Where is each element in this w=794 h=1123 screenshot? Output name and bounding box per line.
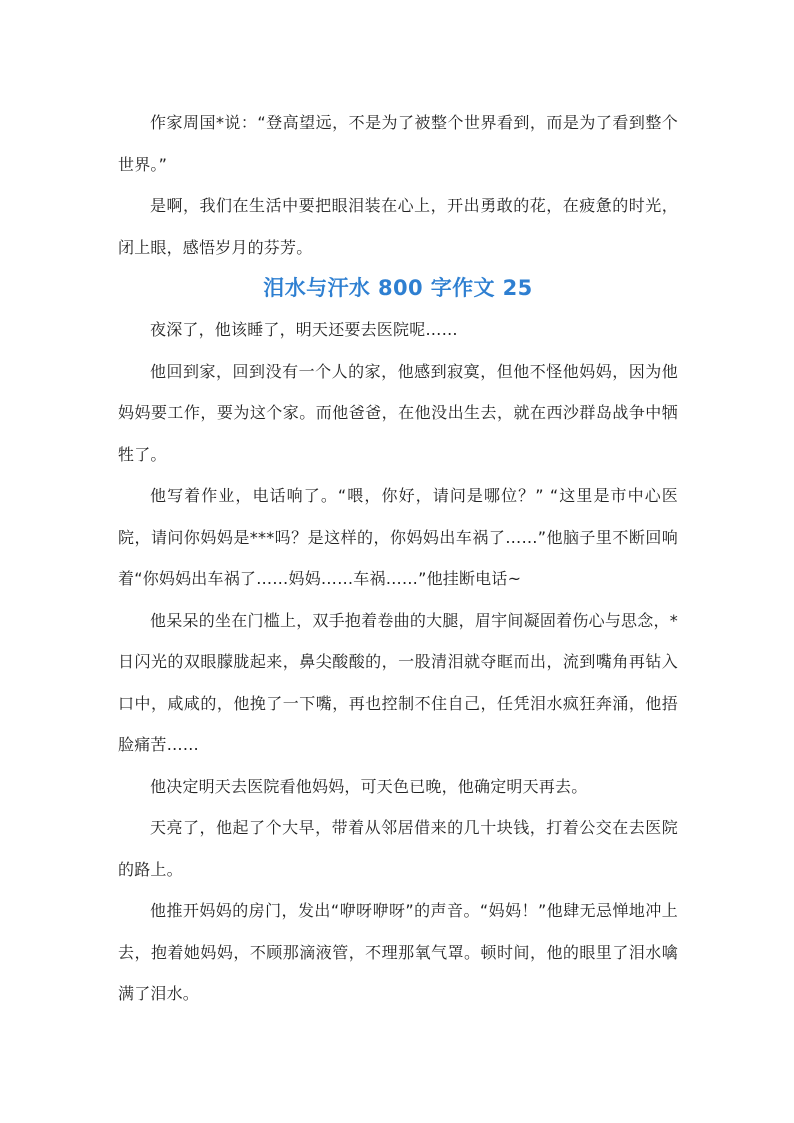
document-page <box>118 102 678 1015</box>
essay-paragraph-5: 他决定明天去医院看他妈妈，可天色已晚，他确定明天再去。 <box>150 776 588 796</box>
essay-paragraph-6: 天亮了，他起了个大早，带着从邻居借来的几十块钱，打着公交在去医院的路上。 <box>118 818 678 879</box>
intro-paragraph-2: 是啊，我们在生活中要把眼泪装在心上，开出勇敢的花，在疲惫的时光，闭上眼，感悟岁月的芬芳。 <box>118 196 678 257</box>
intro-paragraph-1: 作家周国*说：“登高望远，不是为了被整个世界看到，而是为了看到整个世界。” <box>118 113 678 174</box>
essay-title: 泪水与汗水 800 字作文 25 <box>263 276 533 300</box>
essay-paragraph-3: 他写着作业，电话响了。“喂，你好，请问是哪位？” “这里是市中心医院，请问你妈妈是***吗？是这样的，你妈妈出车祸了……”他脑子里不断回响着“你妈妈出车祸了……妈妈……车祸……”他挂断电话~ <box>118 486 678 588</box>
essay-paragraph-7: 他推开妈妈的房门，发出“咿呀咿呀”的声音。“妈妈！”他肆无忌惮地冲上去，抱着她妈妈，不顾那滴液管，不理那氧气罩。顿时间，他的眼里了泪水噙满了泪水。 <box>118 901 678 1003</box>
essay-paragraph-2: 他回到家，回到没有一个人的家，他感到寂寞，但他不怪他妈妈，因为他妈妈要工作，要为这个家。而他爸爸，在他没出生去，就在西沙群岛战争中牺牲了。 <box>118 361 678 464</box>
essay-paragraph-4: 他呆呆的坐在门槛上，双手抱着卷曲的大腿，眉宇间凝固着伤心与思念，*日闪光的双眼朦胧起来，鼻尖酸酸的，一股清泪就夺眶而出，流到嘴角再钻入口中，咸咸的，他挽了一下嘴，再也控制不住自己，任凭泪水疯狂奔涌，他捂脸痛苦…… <box>118 610 678 754</box>
essay-paragraph-1: 夜深了，他该睡了，明天还要去医院呢…… <box>150 320 458 339</box>
